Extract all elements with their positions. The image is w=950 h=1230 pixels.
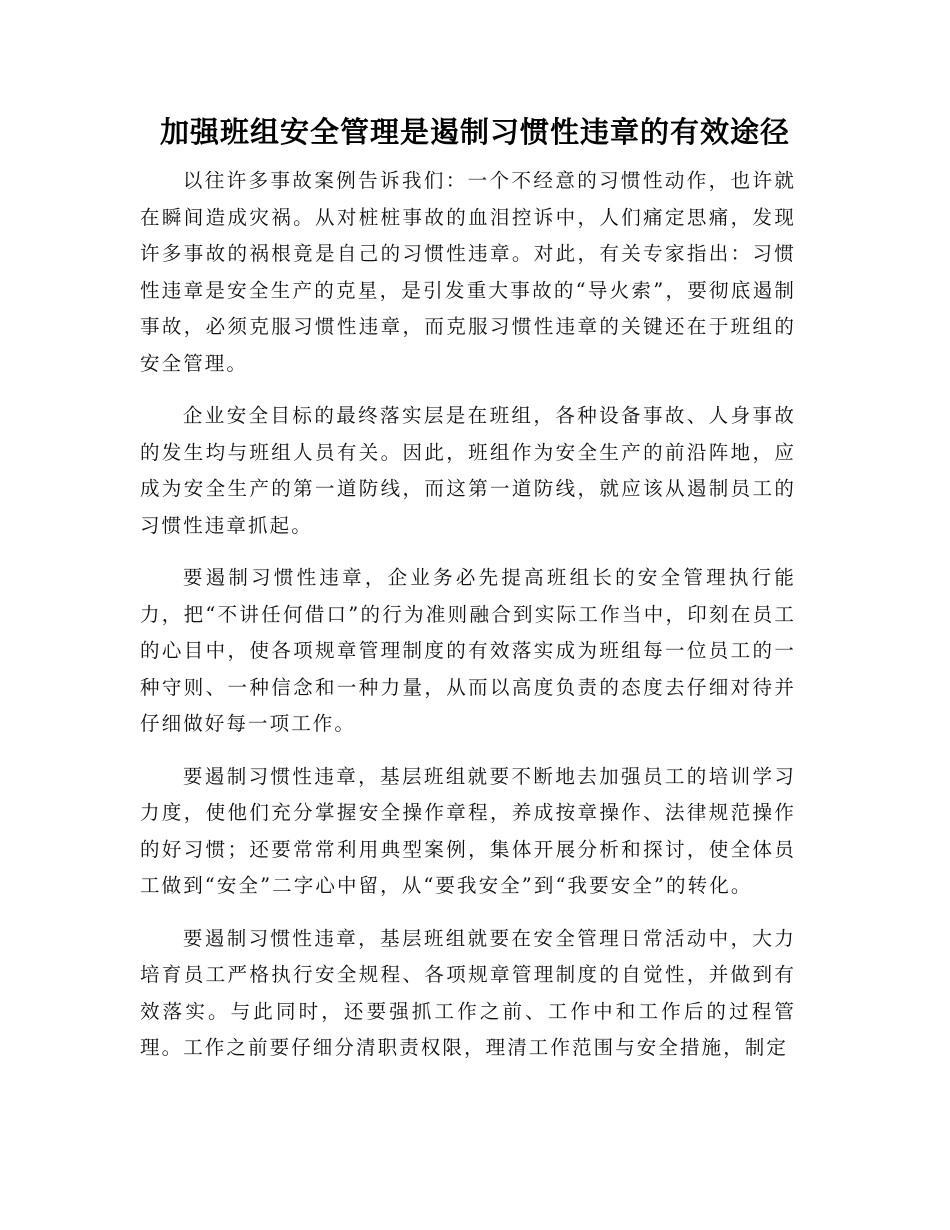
paragraph-1: 以往许多事故案例告诉我们：一个不经意的习惯性动作，也许就在瞬间造成灾祸。从对桩桩事故的血泪控诉中，人们痛定思痛，发现许多事故的祸根竟是自己的习惯性违章。对此，有关专家指出：习惯性违章是安全生产的克星，是引发重大事故的“导火索”，要彻底遏制事故，必须克服习惯性违章，而克服习惯性违章的关键还在于班组的安全管理。 (140, 169, 796, 375)
document-title: 加强班组安全管理是遏制习惯性违章的有效途径 (159, 115, 790, 149)
paragraph-4: 要遏制习惯性违章，基层班组就要不断地去加强员工的培训学习力度，使他们充分掌握安全操作章程，养成按章操作、法律规范操作的好习惯；还要常常利用典型案例，集体开展分析和探讨，使全体员工做到“安全”二字心中留，从“要我安全”到“我要安全”的转化。 (140, 764, 796, 897)
document-body (140, 163, 796, 1083)
paragraph-5: 要遏制习惯性违章，基层班组就要在安全管理日常活动中，大力培育员工严格执行安全规程、各项规章管理制度的自觉性，并做到有效落实。与此同时，还要强抓工作之前、工作中和工作后的过程管理。工作之前要仔细分清职责权限，理清工作范围与安全措施，制定 (140, 926, 796, 1059)
paragraph-2: 企业安全目标的最终落实层是在班组，各种设备事故、人身事故的发生均与班组人员有关。因此，班组作为安全生产的前沿阵地，应成为安全生产的第一道防线，而这第一道防线，就应该从遏制员工的习惯性违章抓起。 (140, 404, 796, 537)
paragraph-3: 要遏制习惯性违章，企业务必先提高班组长的安全管理执行能力，把“不讲任何借口”的行为准则融合到实际工作当中，印刻在员工的心目中，使各项规章管理制度的有效落实成为班组每一位员工的一种守则、一种信念和一种力量，从而以高度负责的态度去仔细对待并仔细做好每一项工作。 (140, 566, 796, 735)
